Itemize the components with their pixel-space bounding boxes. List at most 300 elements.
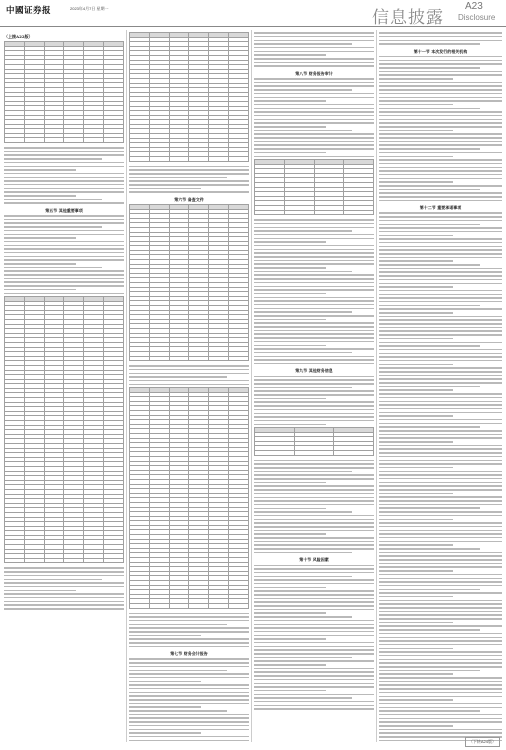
text-line <box>254 379 374 381</box>
column-divider <box>251 30 252 742</box>
data-table <box>129 32 249 162</box>
text-line <box>379 349 502 351</box>
text-line <box>254 694 374 696</box>
table-cell <box>255 210 285 215</box>
text-line <box>254 683 374 685</box>
text-line <box>254 463 374 465</box>
text-line <box>379 85 502 87</box>
text-line <box>379 696 502 698</box>
table-cell <box>294 451 334 456</box>
table-cell <box>104 138 124 143</box>
section-heading: 第九节 其他财务信息 <box>295 368 333 374</box>
text-line <box>254 304 374 306</box>
table-cell <box>344 210 374 215</box>
text-line <box>254 387 352 389</box>
text-line <box>379 640 502 642</box>
table-row <box>5 558 124 563</box>
text-line <box>129 692 249 694</box>
text-line <box>254 638 326 640</box>
text-line <box>379 242 502 244</box>
text-line <box>254 62 374 64</box>
text-line <box>254 82 374 84</box>
text-line <box>4 162 124 164</box>
article-column-4 <box>379 30 502 742</box>
text-line <box>379 227 502 229</box>
text-line <box>129 188 201 190</box>
text-line <box>129 670 227 672</box>
text-line <box>379 156 453 158</box>
text-line <box>129 631 249 633</box>
text-line <box>379 253 502 255</box>
text-line <box>379 231 502 233</box>
table-cell <box>44 558 64 563</box>
text-line <box>254 326 374 328</box>
text-line <box>254 493 374 495</box>
text-line <box>379 126 502 128</box>
text-line <box>254 627 374 629</box>
text-line <box>254 474 374 476</box>
text-line <box>379 648 453 650</box>
text-line <box>129 703 249 705</box>
text-line <box>254 111 374 113</box>
text-line <box>379 419 502 421</box>
text-line <box>254 485 374 487</box>
text-line <box>129 732 201 734</box>
table-cell <box>169 603 189 608</box>
text-line <box>254 594 374 596</box>
text-line <box>379 89 502 91</box>
text-line <box>379 360 502 362</box>
text-line <box>254 413 374 415</box>
text-line <box>379 699 453 701</box>
table-cell <box>169 157 189 162</box>
text-line <box>379 670 480 672</box>
data-table <box>4 41 124 143</box>
text-line <box>254 249 374 251</box>
text-line <box>379 100 502 102</box>
text-line <box>4 241 124 243</box>
text-line <box>379 563 502 565</box>
body-text <box>129 166 249 193</box>
text-line <box>379 526 502 528</box>
text-line <box>254 47 374 49</box>
text-line <box>379 607 502 609</box>
table-cell <box>189 157 209 162</box>
text-line <box>4 285 124 287</box>
text-line <box>254 40 374 42</box>
data-table <box>129 387 249 609</box>
text-line <box>254 548 374 550</box>
text-line <box>379 271 502 273</box>
text-line <box>379 519 453 521</box>
table-row <box>255 210 374 215</box>
text-line <box>254 624 374 626</box>
text-line <box>4 259 124 261</box>
text-line <box>4 575 124 577</box>
data-table <box>129 204 249 361</box>
text-line <box>254 690 326 692</box>
table-row <box>255 451 374 456</box>
text-line <box>379 200 502 202</box>
table-row <box>130 356 249 361</box>
text-line <box>379 552 502 554</box>
body-text <box>254 460 374 554</box>
text-line <box>379 611 502 613</box>
text-line <box>379 629 480 631</box>
text-line <box>379 511 502 513</box>
text-line <box>129 725 249 727</box>
text-line <box>254 137 374 139</box>
text-line <box>379 681 502 683</box>
text-line <box>254 383 374 385</box>
text-line <box>254 311 352 313</box>
text-line <box>379 592 502 594</box>
text-line <box>4 571 124 573</box>
text-line <box>254 471 352 473</box>
text-line <box>379 725 453 727</box>
text-line <box>4 234 124 236</box>
body-text <box>129 613 249 648</box>
text-line <box>379 537 502 539</box>
text-line <box>254 497 374 499</box>
text-line <box>254 223 374 225</box>
table-cell <box>209 157 229 162</box>
text-line <box>254 122 374 124</box>
text-line <box>254 642 374 644</box>
text-line <box>254 352 352 354</box>
text-line <box>379 389 453 391</box>
body-text <box>254 376 374 425</box>
text-line <box>254 289 374 291</box>
text-line <box>4 601 124 603</box>
text-line <box>254 144 374 146</box>
text-line <box>254 552 352 554</box>
text-line <box>254 89 352 91</box>
text-line <box>379 467 453 469</box>
issue-date: 2023年4月7日 星期一 <box>70 6 109 11</box>
table-cell <box>149 603 169 608</box>
text-line <box>4 222 124 224</box>
text-line <box>4 169 76 171</box>
text-line <box>379 732 502 734</box>
section-heading: 第六节 备查文件 <box>174 196 204 202</box>
text-line <box>379 260 453 262</box>
body-text <box>379 32 502 45</box>
text-line <box>379 600 502 602</box>
text-line <box>379 644 502 646</box>
text-line <box>254 293 326 295</box>
text-line <box>129 695 249 697</box>
text-line <box>379 401 502 403</box>
body-text <box>4 215 124 294</box>
table-cell <box>229 157 249 162</box>
text-line <box>379 144 502 146</box>
text-line <box>129 627 249 629</box>
text-line <box>379 541 502 543</box>
text-line <box>254 511 352 513</box>
text-line <box>379 548 480 550</box>
text-line <box>379 356 502 358</box>
text-line <box>254 333 374 335</box>
text-line <box>379 238 502 240</box>
text-line <box>379 489 502 491</box>
page-header <box>0 0 506 27</box>
text-line <box>379 544 453 546</box>
text-line <box>379 305 480 307</box>
text-line <box>4 202 124 204</box>
text-line <box>4 579 102 581</box>
text-line <box>379 386 480 388</box>
table-cell <box>209 603 229 608</box>
text-line <box>379 308 502 310</box>
text-line <box>254 635 374 637</box>
text-line <box>4 567 124 569</box>
text-line <box>254 530 374 532</box>
text-line <box>379 181 453 183</box>
text-line <box>254 679 374 681</box>
text-line <box>379 423 502 425</box>
text-line <box>254 234 374 236</box>
body-text <box>254 32 374 67</box>
text-line <box>379 364 453 366</box>
text-line <box>4 191 124 193</box>
text-line <box>379 441 453 443</box>
text-line <box>254 544 374 546</box>
table-cell <box>130 157 150 162</box>
text-line <box>254 587 326 589</box>
text-line <box>254 271 352 273</box>
text-line <box>254 697 352 699</box>
text-line <box>379 78 453 80</box>
text-line <box>254 308 374 310</box>
text-line <box>129 681 201 683</box>
text-line <box>254 537 374 539</box>
table-cell <box>84 558 104 563</box>
text-line <box>129 677 249 679</box>
text-line <box>254 508 326 510</box>
text-line <box>254 345 326 347</box>
text-line <box>254 708 374 710</box>
text-line <box>254 245 374 247</box>
body-text <box>254 565 374 710</box>
text-line <box>379 167 502 169</box>
text-line <box>254 356 374 358</box>
table-row <box>5 138 124 143</box>
text-line <box>379 614 502 616</box>
text-line <box>379 684 502 686</box>
text-line <box>379 456 502 458</box>
text-line <box>379 189 480 191</box>
text-line <box>4 597 124 599</box>
text-line <box>379 710 480 712</box>
text-line <box>379 264 480 266</box>
text-line <box>379 159 502 161</box>
section-heading: 第七节 财务会计报告 <box>170 651 208 657</box>
text-line <box>379 437 502 439</box>
text-line <box>379 249 502 251</box>
text-line <box>379 585 502 587</box>
table-cell <box>284 210 314 215</box>
text-line <box>4 180 124 182</box>
text-line <box>379 371 502 373</box>
text-line <box>379 224 480 226</box>
text-line <box>379 216 502 218</box>
text-line <box>129 714 249 716</box>
text-line <box>379 452 502 454</box>
text-line <box>254 319 326 321</box>
table-grid <box>254 427 374 456</box>
text-line <box>379 196 502 198</box>
text-line <box>379 507 480 509</box>
text-line <box>379 721 502 723</box>
text-line <box>129 380 249 382</box>
text-line <box>254 54 326 56</box>
text-line <box>129 620 249 622</box>
text-line <box>254 500 374 502</box>
text-line <box>4 252 124 254</box>
text-line <box>254 252 374 254</box>
text-line <box>254 156 374 158</box>
text-line <box>254 130 352 132</box>
text-line <box>129 613 249 615</box>
section-heading: 第五节 其他重要事项 <box>45 207 83 213</box>
text-line <box>379 533 502 535</box>
text-line <box>4 184 124 186</box>
text-line <box>379 338 453 340</box>
text-line <box>379 71 502 73</box>
text-line <box>379 115 502 117</box>
column-divider <box>376 30 377 742</box>
text-line <box>379 63 502 65</box>
text-line <box>4 177 124 179</box>
text-line <box>254 649 374 651</box>
text-line <box>254 115 374 117</box>
text-line <box>379 729 502 731</box>
text-line <box>254 671 374 673</box>
text-line <box>379 570 453 572</box>
text-line <box>254 409 374 411</box>
text-line <box>129 699 249 701</box>
article-column-1 <box>4 30 124 742</box>
text-line <box>379 82 502 84</box>
text-line <box>379 316 502 318</box>
section-title-english: Disclosure <box>458 13 496 22</box>
text-line <box>379 43 480 45</box>
table-cell <box>24 558 44 563</box>
text-line <box>379 430 502 432</box>
text-line <box>254 376 374 378</box>
text-line <box>379 500 502 502</box>
text-line <box>254 78 374 80</box>
text-line <box>379 185 502 187</box>
text-line <box>129 365 249 367</box>
text-line <box>129 740 249 742</box>
table-cell <box>169 356 189 361</box>
text-line <box>254 104 374 106</box>
body-text <box>129 365 249 385</box>
text-line <box>4 289 76 291</box>
text-line <box>379 130 453 132</box>
text-line <box>379 93 502 95</box>
text-line <box>254 420 374 422</box>
text-line <box>4 154 124 156</box>
text-line <box>254 660 374 662</box>
text-line <box>254 605 374 607</box>
text-line <box>254 300 374 302</box>
text-line <box>379 559 502 561</box>
text-line <box>379 482 502 484</box>
text-line <box>379 434 502 436</box>
table-grid <box>129 387 249 609</box>
text-line <box>379 378 502 380</box>
text-line <box>254 405 374 407</box>
text-line <box>379 319 502 321</box>
table-row <box>130 603 249 608</box>
table-cell <box>104 558 124 563</box>
text-line <box>379 290 502 292</box>
text-line <box>254 282 374 284</box>
text-line <box>254 424 326 426</box>
text-line <box>129 642 249 644</box>
table-cell <box>84 138 104 143</box>
table-cell <box>5 558 25 563</box>
text-line <box>379 108 480 110</box>
text-line <box>129 729 249 731</box>
text-line <box>254 219 374 221</box>
text-line <box>379 60 502 62</box>
text-line <box>129 646 249 648</box>
text-line <box>379 334 502 336</box>
text-line <box>379 178 502 180</box>
text-line <box>254 526 374 528</box>
text-line <box>254 394 374 396</box>
text-line <box>379 412 502 414</box>
text-line <box>379 677 502 679</box>
text-line <box>254 36 374 38</box>
section-heading: 第十节 风险因素 <box>299 557 329 563</box>
text-line <box>254 609 374 611</box>
table-grid <box>129 204 249 361</box>
text-line <box>254 664 326 666</box>
text-line <box>4 590 76 592</box>
text-line <box>254 330 374 332</box>
column-divider <box>126 30 127 742</box>
text-line <box>254 565 374 567</box>
text-line <box>379 327 502 329</box>
table-grid <box>4 41 124 143</box>
text-line <box>254 616 352 618</box>
text-line <box>379 673 453 675</box>
text-line <box>379 268 502 270</box>
text-line <box>379 122 502 124</box>
text-line <box>254 348 374 350</box>
text-line <box>379 496 502 498</box>
text-line <box>4 219 124 221</box>
text-line <box>254 85 374 87</box>
text-line <box>379 530 502 532</box>
text-line <box>379 596 453 598</box>
text-line <box>379 97 502 99</box>
table-cell <box>44 138 64 143</box>
table-cell <box>255 451 295 456</box>
text-line <box>254 646 374 648</box>
text-line <box>379 56 502 58</box>
text-line <box>254 653 374 655</box>
text-line <box>254 241 326 243</box>
text-line <box>4 226 102 228</box>
text-line <box>254 668 374 670</box>
page-number: A23 <box>465 1 483 12</box>
